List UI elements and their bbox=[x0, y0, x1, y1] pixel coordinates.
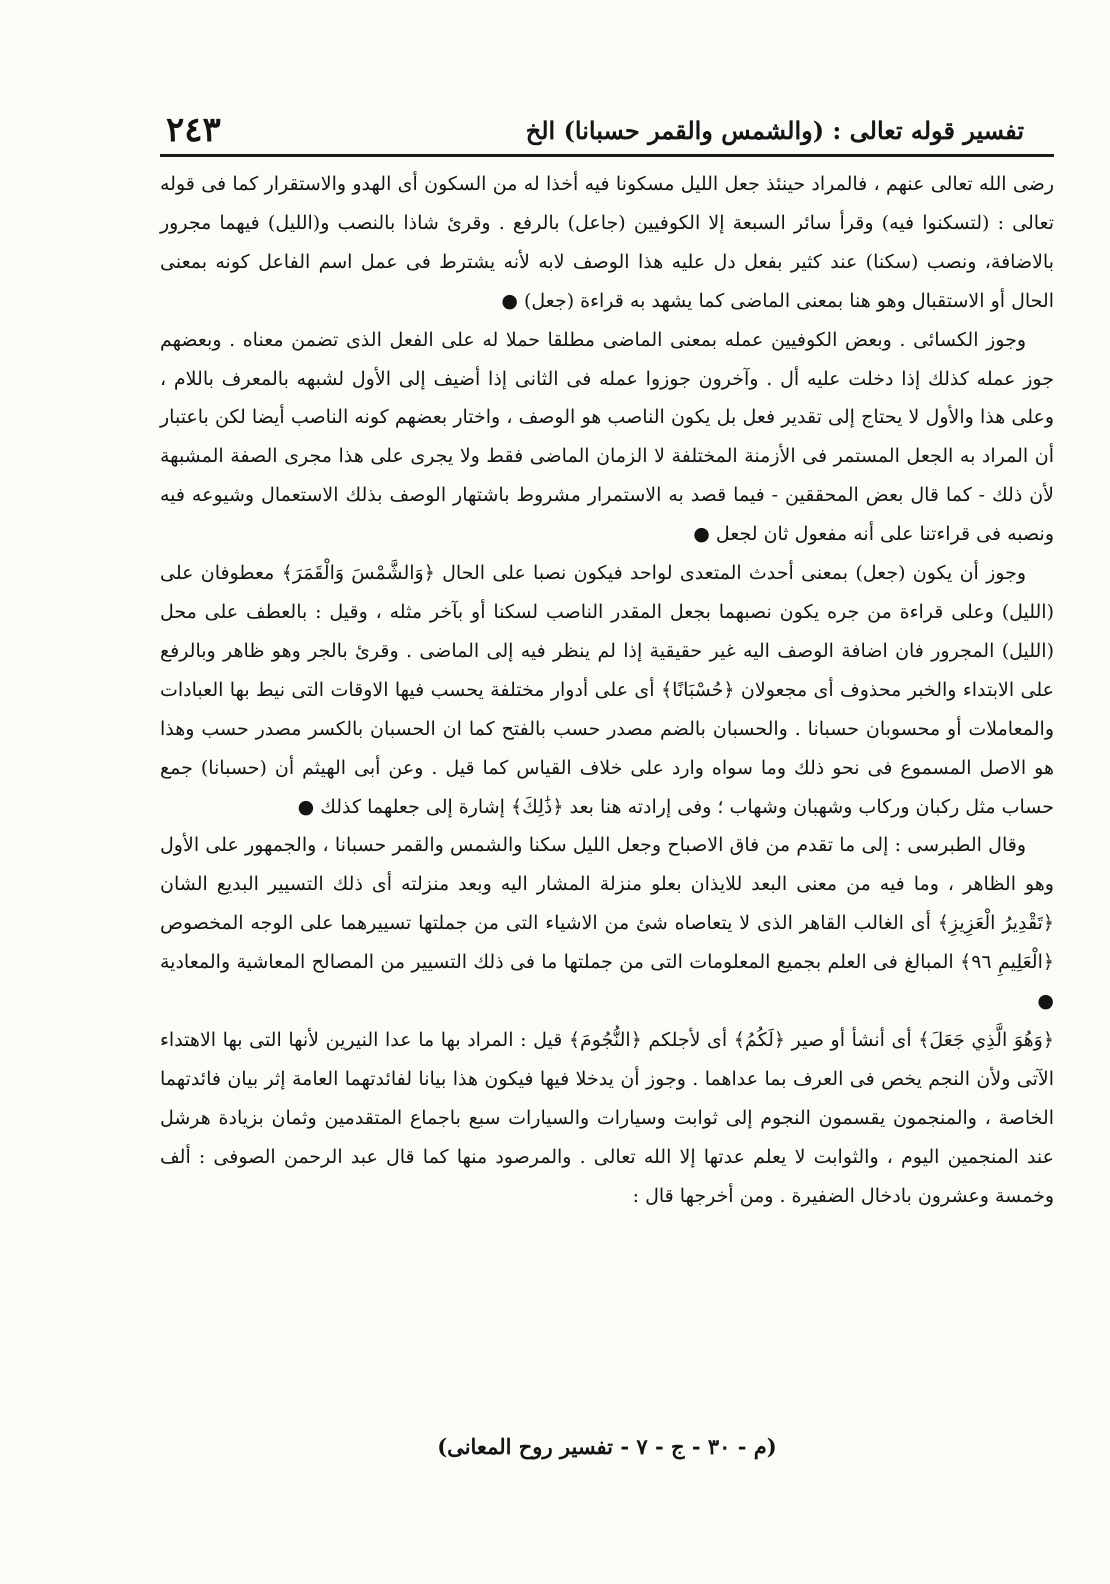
page-number: ٢٤٣ bbox=[166, 110, 221, 150]
paragraph-3: وجوز أن يكون (جعل) بمعنى أحدث المتعدى لواحد فيكون نصبا على الحال ﴿وَالشَّمْسَ وَالْقَمَرَ﴾ معطوفان على (الليل) وعلى قراءة من جره يكون نصبهما بجعل المقدر الناصب لسكنا أو بآخر مثله ، وقيل : بالعطف على محل (الليل) المجرور فان اضافة الوصف اليه غير حقيقية إذا لم ينظر فيه إلى الماضى . وقرئ بالجر وهو ظاهر وبالرفع على الابتداء والخبر محذوف أى مجعولان ﴿حُسْبَانًا﴾ أى على أدوار مختلفة يحسب فيها الاوقات التى نيط بها العبادات والمعاملات أو محسوبان حسبانا . والحسبان بالضم مصدر حسب بالفتح كما ان الحسبان بالكسر مصدر حسب وهذا هو الاصل المسموع فى نحو ذلك وما سواه وارد على خلاف القياس كما قيل . وعن أبى الهيثم أن (حسبانا) جمع حساب مثل ركبان وركاب وشهبان وشهاب ؛ وفى إرادته هنا بعد ﴿ذَٰلِكَ﴾ إشارة إلى جعلهما كذلك ● bbox=[160, 562, 1054, 818]
running-title: تفسير قوله تعالى : (والشمس والقمر حسبانا) الخ bbox=[525, 116, 1024, 145]
paragraph-1: رضى الله تعالى عنهم ، فالمراد حينئذ جعل الليل مسكونا فيه أخذا له من السكون أى الهدو والاستقرار كما فى قوله تعالى : (لتسكنوا فيه) وقرأ سائر السبعة إلا الكوفيين (جاعل) بالرفع . وقرئ شاذا بالنصب و(الليل) فيهما مجرور بالاضافة، ونصب (سكنا) عند كثير بفعل دل عليه هذا الوصف لابه لأنه يشترط فى عمل اسم الفاعل كونه بمعنى الحال أو الاستقبال وهو هنا بمعنى الماضى كما يشهد به قراءة (جعل) ● bbox=[160, 173, 1054, 312]
body-text bbox=[160, 165, 1054, 1215]
paragraph-2: وجوز الكسائى . وبعض الكوفيين عمله بمعنى الماضى مطلقا حملا له على الفعل الذى تضمن معناه . وبعضهم جوز عمله كذلك إذا دخلت عليه أل . وآخرون جوزوا عمله فى الثانى إذا أضيف إلى الأول لشبهه بالمعرف باللام ، وعلى هذا والأول لا يحتاج إلى تقدير فعل بل يكون الناصب هو الوصف ، واختار بعضهم كونه الناصب أيضا لكن باعتبار أن المراد به الجعل المستمر فى الأزمنة المختلفة لا الزمان الماضى فقط ولا يجرى على هذا مجرى الصفة المشبهة لأن ذلك - كما قال بعض المحققين - فيما قصد به الاستمرار مشروط باشتهار الوصف بذلك الاستعمال وشيوعه فيه ونصبه فى قراءتنا على أنه مفعول ثان لجعل ● bbox=[160, 328, 1054, 546]
paragraph-5: ﴿وَهُوَ الَّذِي جَعَلَ﴾ أى أنشأ أو صير ﴿لَكُمُ﴾ أى لأجلكم ﴿النُّجُومَ﴾ قيل : المراد بها ما عدا النيرين لأنها التى بها الاهتداء الآتى ولأن النجم يخص فى العرف بما عداهما . وجوز أن يدخلا فيها فيكون هذا بيانا لفائدتهما العامة إثر بيان فائدتهما الخاصة ، والمنجمون يقسمون النجوم إلى ثوابت وسيارات والسيارات سبع باجماع المتقدمين وثمان بزيادة هرشل عند المنجمين اليوم ، والثوابت لا يعلم عدتها إلا الله تعالى . والمرصود منها كما قال عبد الرحمن الصوفى : ألف وخمسة وعشرون بادخال الضفيرة . ومن أخرجها قال : bbox=[160, 1028, 1054, 1207]
document-page bbox=[160, 110, 1054, 1510]
page-footer: (م - ٣٠ - ج - ٧ - تفسير روح المعانى) bbox=[437, 1434, 777, 1459]
paragraph-4: وقال الطبرسى : إلى ما تقدم من فاق الاصباح وجعل الليل سكنا والشمس والقمر حسبانا ، والجمهور على الأول وهو الظاهر ، وما فيه من معنى البعد للايذان بعلو منزلة المشار اليه وبعد منزلته أى ذلك التسيير البديع الشان ﴿تَقْدِيرُ الْعَزِيزِ﴾ أى الغالب القاهر الذى لا يتعاصاه شئ من الاشياء التى من جملتها تسييرهما على الوجه المخصوص ﴿الْعَلِيمِ ٩٦﴾ المبالغ فى العلم بجميع المعلومات التى من جملتها ما فى ذلك التسيير من المصالح المعاشية والمعادية ● bbox=[160, 834, 1055, 1013]
page-header bbox=[160, 110, 1054, 157]
